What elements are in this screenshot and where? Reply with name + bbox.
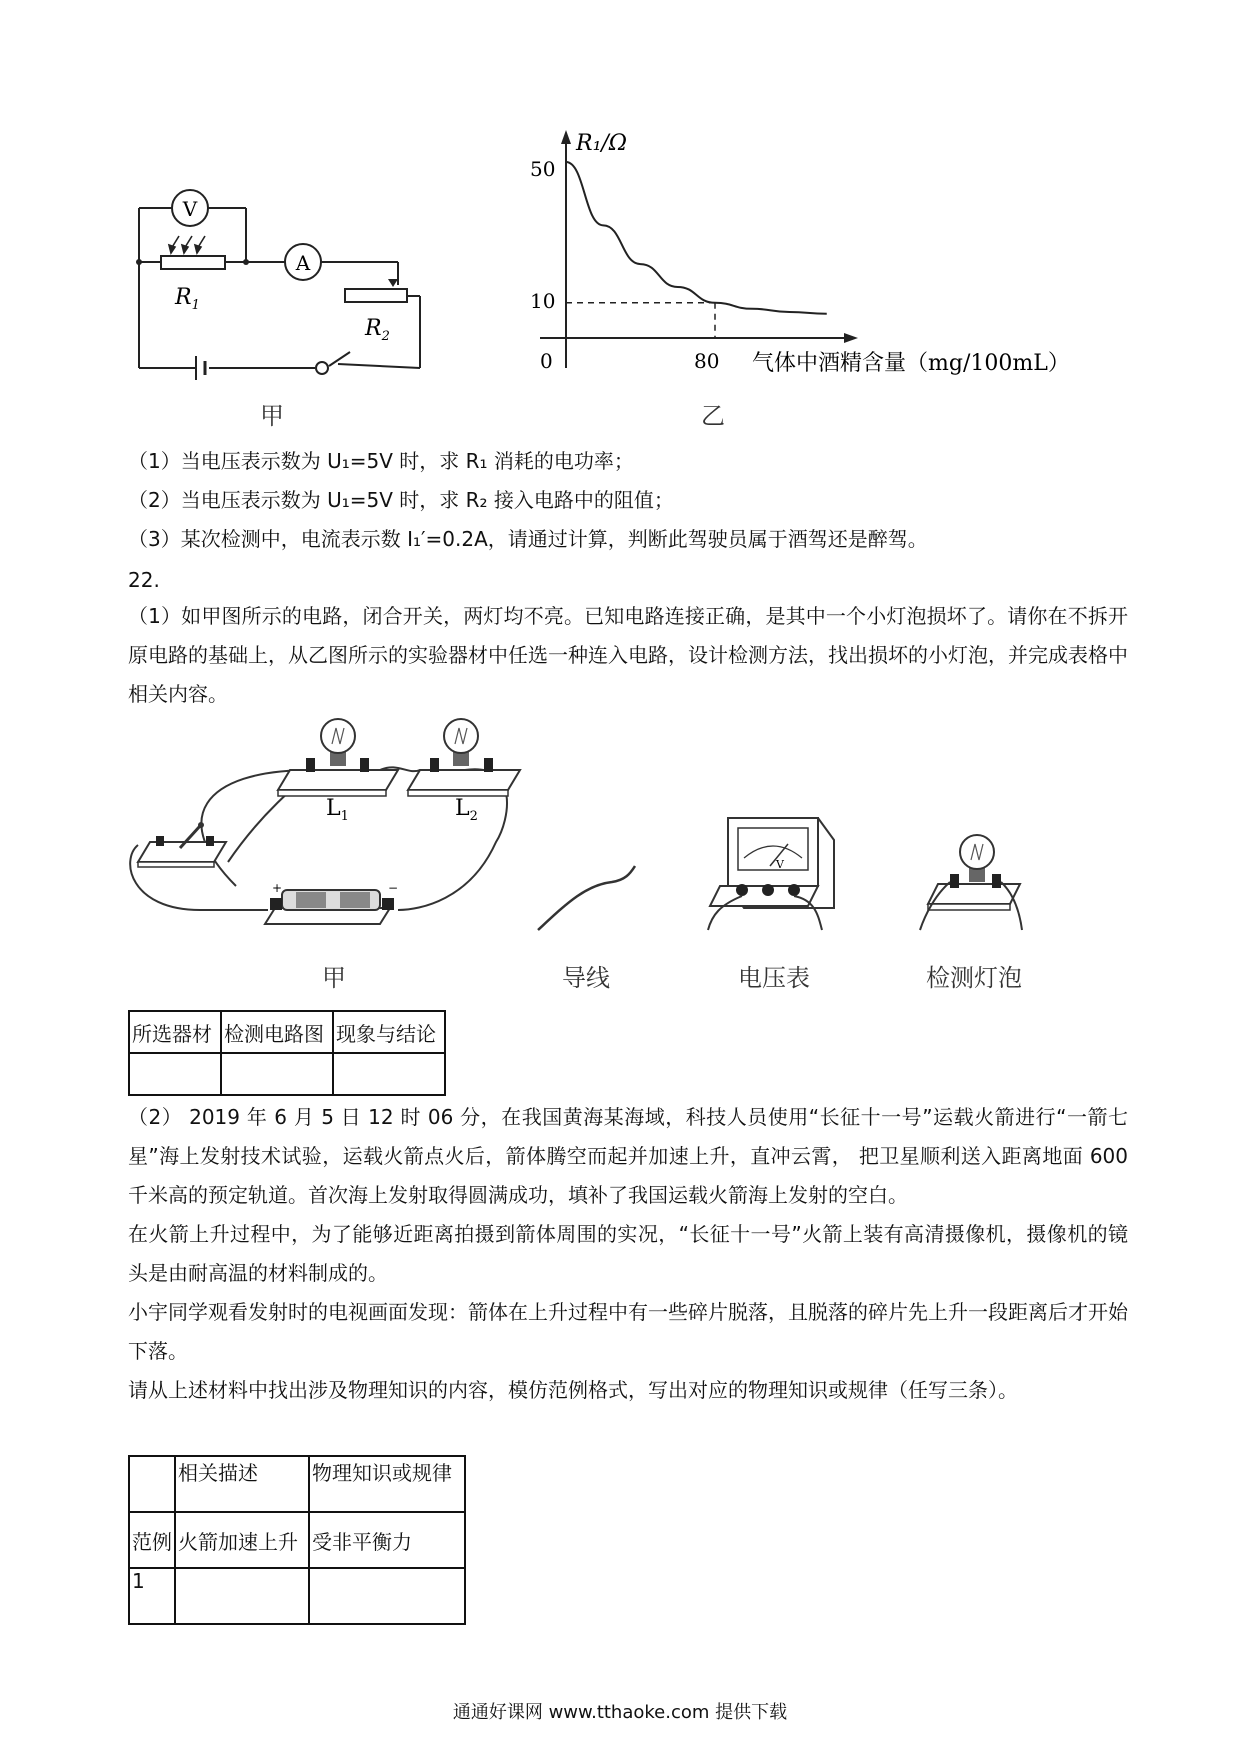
x-tick-80: 80 xyxy=(694,349,720,373)
y-tick-50: 50 xyxy=(530,157,556,181)
detection-table xyxy=(128,1010,446,1096)
voltmeter-face-label: V xyxy=(776,858,784,871)
q22-part1-text: （1）如甲图所示的电路，闭合开关，两灯均不亮。已知电路连接正确，是其中一个小灯泡损坏了。请你在不拆开原电路的基础上，从乙图所示的实验器材中任选一种连入电路，设计检测方法，找出损坏的小灯泡，并完成表格中相关内容。 xyxy=(128,604,1128,706)
svg-text:+: + xyxy=(272,881,283,895)
r2-label: $R_2$ xyxy=(365,316,390,344)
table2-header-knowledge: 物理知识或规律 xyxy=(309,1456,465,1512)
test-bulb xyxy=(920,835,1022,930)
physics-knowledge-table xyxy=(128,1455,466,1625)
battery-holder xyxy=(265,881,398,924)
loose-wire xyxy=(538,866,635,930)
r1-label: $R_1$ xyxy=(175,285,200,313)
figure-label-jia: 甲 xyxy=(260,402,284,430)
ammeter-label: A xyxy=(295,251,311,275)
figure-label-yi: 乙 xyxy=(701,402,725,430)
origin-label: 0 xyxy=(540,349,553,373)
table2-answer-knowledge[interactable] xyxy=(309,1568,465,1624)
bulb-l2 xyxy=(408,719,520,796)
page-footer: 通通好课网 www.tthaoke.com 提供下载 xyxy=(452,1702,788,1723)
bulb-l1 xyxy=(278,719,398,796)
answer-cell-result[interactable] xyxy=(333,1053,445,1095)
voltmeter-label: V xyxy=(182,197,198,221)
answer-cell-equipment[interactable] xyxy=(129,1053,221,1095)
table2-answer-description[interactable] xyxy=(175,1568,309,1624)
y-axis-label: R₁/Ω xyxy=(576,131,628,156)
caption-jia: 甲 xyxy=(322,964,346,992)
knife-switch xyxy=(138,822,226,867)
table-header-result: 现象与结论 xyxy=(333,1011,445,1053)
table2-example-description: 火箭加速上升 xyxy=(175,1512,309,1568)
caption-wire: 导线 xyxy=(562,964,610,992)
q22-part2-paragraph-1: （2） 2019 年 6 月 5 日 12 时 06 分，在我国黄海某海域，科技人员使用“长征十一号”运载火箭进行“一箭七星”海上发射技术试验，运载火箭点火后，箭体腾空而起并加速上升，直冲云霄， 把卫星顺利送入距离地面 600 千米高的预定轨道。首次海上发射取得圆满成功，填补了我国运载火箭海上发射的空白。 xyxy=(128,1105,1128,1207)
q22-part2-paragraph-2: 在火箭上升过程中，为了能够近距离拍摄到箭体周围的实况，“长征十一号”火箭上装有高清摄像机，摄像机的镜头是由耐高温的材料制成的。 xyxy=(128,1222,1128,1285)
label-l2: $L_2$ xyxy=(455,796,478,824)
q22-number: 22. xyxy=(128,568,160,592)
q21-item-1: （1）当电压表示数为 U₁=5V 时，求 R₁ 消耗的电功率； xyxy=(128,449,634,473)
table-header-equipment: 所选器材 xyxy=(129,1011,221,1053)
q21-item-3: （3）某次检测中，电流表示数 I₁′=0.2A，请通过计算，判断此驾驶员属于酒驾还是醉驾。 xyxy=(128,527,928,551)
table2-header-blank xyxy=(129,1456,175,1512)
q22-part2-paragraph-4: 请从上述材料中找出涉及物理知识的内容，模仿范例格式，写出对应的物理知识或规律（任写三条）。 xyxy=(128,1378,1018,1402)
svg-text:−: − xyxy=(388,881,399,895)
table2-row-label-1: 1 xyxy=(129,1568,175,1624)
table-header-circuit: 检测电路图 xyxy=(221,1011,333,1053)
table2-example-knowledge: 受非平衡力 xyxy=(309,1512,465,1568)
caption-voltmeter: 电压表 xyxy=(738,964,810,992)
table2-row-label-example: 范例 xyxy=(129,1512,175,1568)
y-tick-10: 10 xyxy=(530,289,556,313)
table2-header-description: 相关描述 xyxy=(175,1456,309,1512)
label-l1: $L_1$ xyxy=(326,796,349,824)
caption-test-bulb: 检测灯泡 xyxy=(926,964,1022,992)
answer-cell-circuit[interactable] xyxy=(221,1053,333,1095)
q21-item-2: （2）当电压表示数为 U₁=5V 时，求 R₂ 接入电路中的阻值； xyxy=(128,488,674,512)
voltmeter-device xyxy=(708,818,834,930)
x-axis-label: 气体中酒精含量（mg/100mL） xyxy=(752,351,1070,376)
q22-part2-paragraph-3: 小宇同学观看发射时的电视画面发现：箭体在上升过程中有一些碎片脱落，且脱落的碎片先上升一段距离后才开始下落。 xyxy=(128,1300,1128,1363)
